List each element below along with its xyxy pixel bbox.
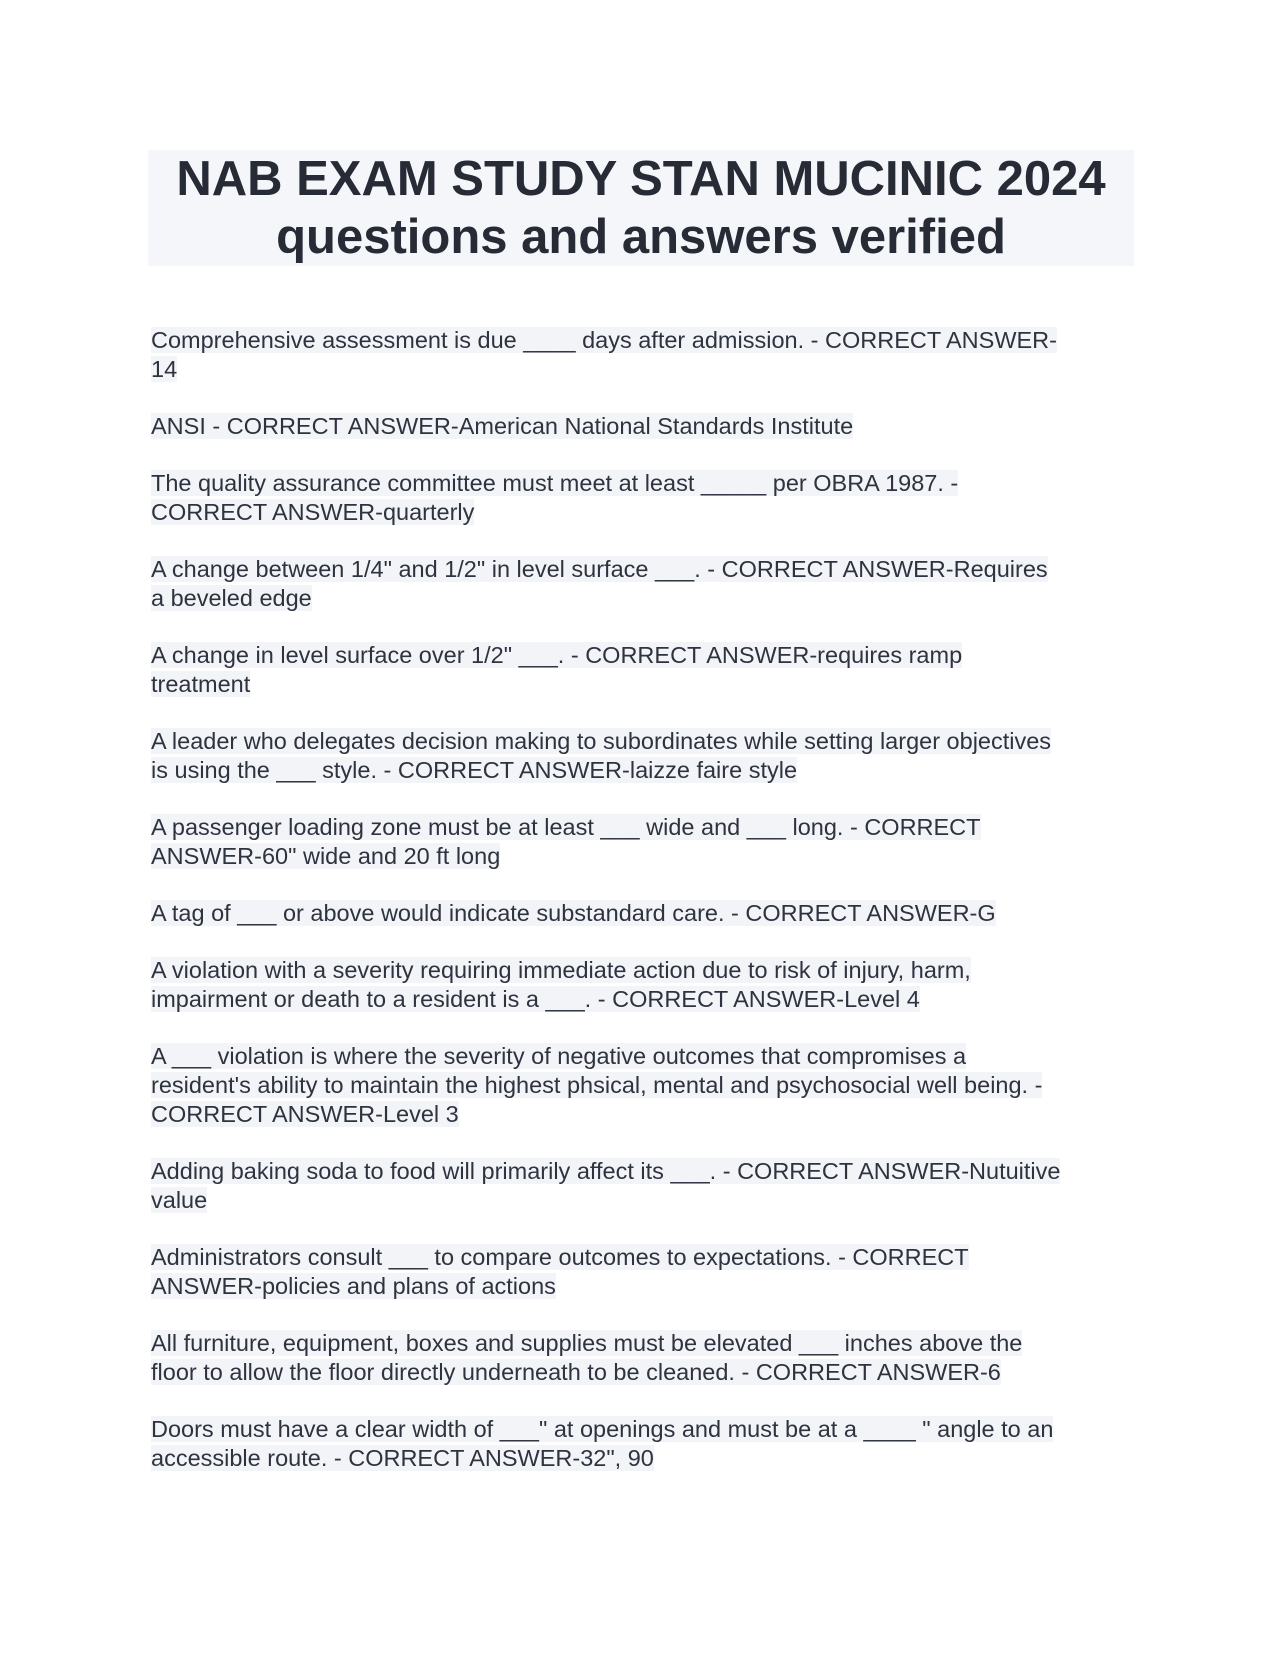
title-line-1: NAB EXAM STUDY STAN MUCINIC 2024 (176, 152, 1106, 206)
qa-text: Adding baking soda to food will primarily affect its ___. - CORRECT ANSWER-Nutuitive (151, 1158, 1061, 1184)
qa-text: a beveled edge (151, 585, 312, 611)
qa-text: A leader who delegates decision making to subordinates while setting larger objectives (151, 728, 1052, 754)
qa-text: CORRECT ANSWER-Level 3 (151, 1101, 459, 1127)
title-line-2: questions and answers verified (276, 210, 1006, 264)
qa-item (151, 641, 1131, 699)
qa-text: CORRECT ANSWER-quarterly (151, 499, 475, 525)
qa-item (151, 1243, 1131, 1301)
qa-text: A ___ violation is where the severity of negative outcomes that compromises a (151, 1043, 967, 1069)
qa-text: The quality assurance committee must meet at least _____ per OBRA 1987. - (151, 470, 959, 496)
qa-text: value (151, 1187, 208, 1213)
qa-text: ANSWER-60" wide and 20 ft long (151, 843, 501, 869)
qa-item (151, 1042, 1131, 1129)
qa-item (151, 727, 1131, 785)
qa-text: ANSWER-policies and plans of actions (151, 1273, 556, 1299)
qa-text: Comprehensive assessment is due ____ days after admission. - CORRECT ANSWER- (151, 327, 1057, 353)
qa-text: Administrators consult ___ to compare outcomes to expectations. - CORRECT (151, 1244, 969, 1270)
qa-text: A change between 1/4" and 1/2" in level surface ___. - CORRECT ANSWER-Requires (151, 556, 1048, 582)
qa-text: ANSI - CORRECT ANSWER-American National Standards Institute (151, 413, 854, 439)
qa-item (151, 1329, 1131, 1387)
qa-item (151, 412, 1131, 441)
qa-text: is using the ___ style. - CORRECT ANSWER-laizze faire style (151, 757, 798, 783)
document-title (148, 150, 1134, 266)
qa-text: All furniture, equipment, boxes and supplies must be elevated ___ inches above the (151, 1330, 1023, 1356)
qa-text: 14 (151, 356, 178, 382)
qa-text: impairment or death to a resident is a ___. - CORRECT ANSWER-Level 4 (151, 986, 920, 1012)
qa-text: A violation with a severity requiring immediate action due to risk of injury, harm, (151, 957, 971, 983)
qa-item (151, 1157, 1131, 1215)
qa-text: A tag of ___ or above would indicate substandard care. - CORRECT ANSWER-G (151, 900, 996, 926)
qa-text: resident's ability to maintain the highest phsical, mental and psychosocial well being. - (151, 1072, 1043, 1098)
qa-text: accessible route. - CORRECT ANSWER-32", 90 (151, 1445, 654, 1471)
qa-item (151, 899, 1131, 928)
qa-text: Doors must have a clear width of ___" at openings and must be at a ____ " angle to an (151, 1416, 1054, 1442)
qa-item (151, 326, 1131, 384)
qa-text: treatment (151, 671, 251, 697)
qa-text: A passenger loading zone must be at least ___ wide and ___ long. - CORRECT (151, 814, 981, 840)
qa-item (151, 555, 1131, 613)
qa-item (151, 469, 1131, 527)
qa-item (151, 956, 1131, 1014)
qa-item (151, 1415, 1131, 1473)
qa-list (151, 326, 1131, 1501)
qa-item (151, 813, 1131, 871)
qa-text: floor to allow the floor directly underneath to be cleaned. - CORRECT ANSWER-6 (151, 1359, 1001, 1385)
qa-text: A change in level surface over 1/2" ___. - CORRECT ANSWER-requires ramp (151, 642, 963, 668)
